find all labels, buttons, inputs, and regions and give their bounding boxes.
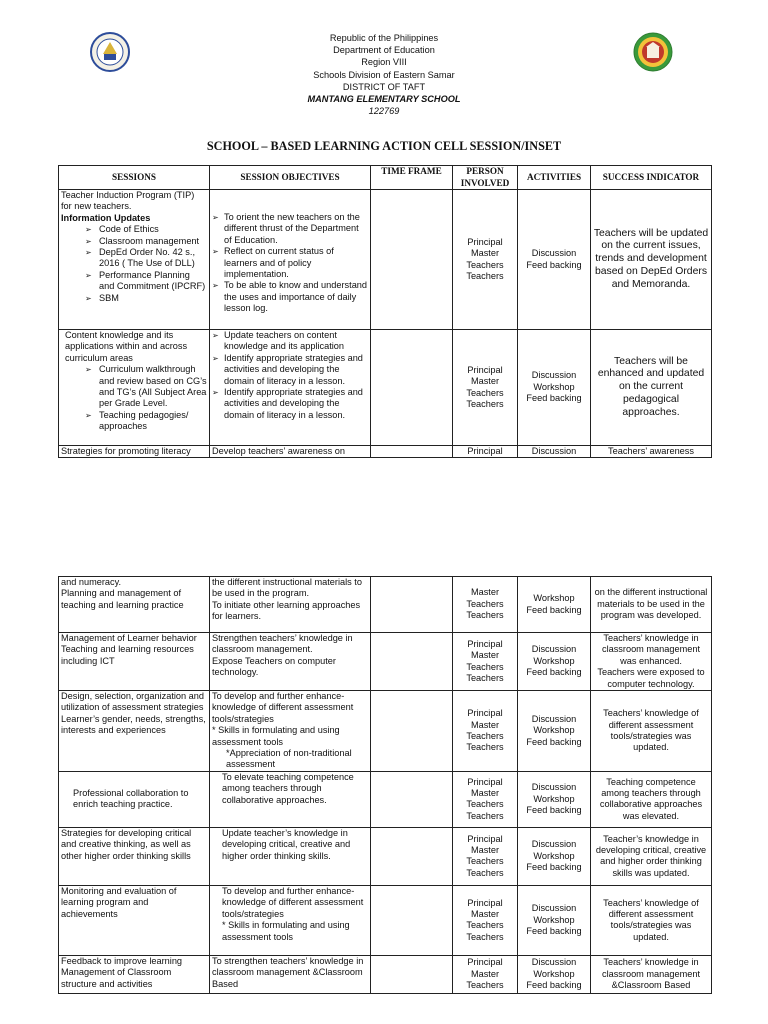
column-header-time-frame: TIME FRAME — [371, 166, 453, 190]
time-frame-cell — [371, 330, 453, 446]
person-text: Master — [470, 650, 500, 661]
list-item: ➢ To orient the new teachers on the different thrust of the Department of Education. — [212, 212, 368, 246]
activity-text: Feed backing — [526, 736, 582, 747]
table-header-row — [59, 166, 712, 190]
person-text: Teachers — [466, 810, 504, 821]
objectives-cell — [210, 330, 371, 446]
objectives-cell: To strengthen teachers’ knowledge in classroom management &Classroom Based — [210, 955, 371, 993]
session-cell: Monitoring and evaluation of learning program and achievements — [59, 885, 210, 955]
activities-cell — [518, 691, 591, 772]
indicator-cell: on the different instructional materials to be used in the program was developed. — [591, 577, 712, 633]
person-text: Teachers — [466, 980, 504, 991]
session-cell — [59, 190, 210, 330]
list-item: ➢ Curriculum walkthrough and review based on CG’s and TG’s (All Subject Area per Grade Level. — [85, 364, 207, 410]
session-text: Planning and management of teaching and learning practice — [61, 588, 184, 610]
indicator-cell: Teachers will be updated on the current issues, trends and development based on DepEd Orders and Memoranda. — [591, 190, 712, 330]
indicator-text: Teachers’ knowledge in classroom management was enhanced. — [601, 633, 701, 666]
person-text: Teachers — [466, 661, 504, 672]
list-item: ➢ To be able to know and understand the uses and importance of daily lesson log. — [212, 280, 368, 314]
column-header-person-involved: PERSON INVOLVED — [453, 166, 518, 190]
document-title: SCHOOL – BASED LEARNING ACTION CELL SESSION/INSET — [206, 139, 562, 153]
person-text: Principal — [467, 708, 503, 719]
person-text: Master Teachers — [466, 376, 504, 398]
activities-cell — [518, 771, 591, 827]
objective-text: To develop and further enhance-knowledge of different assessment tools/strategies — [222, 885, 364, 919]
objective-text: To develop and further enhance-knowledge of different assessment tools/strategies — [212, 691, 354, 724]
activity-text: Discussion — [531, 782, 577, 793]
activities-cell — [518, 577, 591, 633]
time-frame-cell — [371, 771, 453, 827]
session-text: and numeracy. — [61, 577, 122, 587]
objectives-cell — [210, 190, 371, 330]
activities-cell — [518, 955, 591, 993]
activity-text: Discussion — [531, 370, 577, 381]
indicator-cell — [591, 633, 712, 691]
person-cell: Principal — [453, 446, 518, 458]
header-school-name: MANTANG ELEMENTARY SCHOOL — [307, 94, 461, 105]
person-text: Principal — [467, 638, 503, 649]
header-line-district: DISTRICT OF TAFT — [342, 81, 426, 92]
objective-text: *Appreciation of non-traditional assessment — [226, 748, 352, 770]
objectives-cell — [210, 633, 371, 691]
activity-text: Feed backing — [526, 259, 582, 270]
objectives-cell: To elevate teaching competence among teachers through collaborative approaches. — [210, 771, 371, 827]
person-text: Teachers — [466, 799, 504, 810]
activities-cell — [518, 885, 591, 955]
activities-cell — [518, 633, 591, 691]
session-cell: Strategies for promoting literacy — [59, 446, 210, 458]
person-text: Principal — [467, 957, 503, 968]
table-row — [59, 577, 712, 633]
list-item: ➢ Identify appropriate strategies and activities and developing the domain of literacy in a lesson. — [212, 353, 368, 387]
time-frame-cell — [371, 190, 453, 330]
activity-text: Feed backing — [526, 862, 582, 873]
person-text: Teachers — [466, 742, 504, 753]
time-frame-cell — [371, 691, 453, 772]
list-item: ➢ Classroom management — [85, 236, 207, 247]
person-text: Teachers — [466, 610, 504, 621]
activity-text: Workshop — [533, 968, 575, 979]
session-text: Management of Learner behavior — [61, 633, 197, 643]
activity-text: Discussion — [531, 839, 577, 850]
objective-text: Strengthen teachers’ knowledge in classroom management. — [212, 633, 353, 655]
table-row — [59, 885, 712, 955]
objectives-cell — [210, 577, 371, 633]
activity-text: Workshop — [533, 381, 575, 392]
person-cell — [453, 827, 518, 885]
objective-text: To initiate other learning approaches for learners. — [212, 599, 361, 622]
person-cell — [453, 885, 518, 955]
person-text: Master — [470, 968, 500, 979]
session-text: Teacher Induction Program (TIP) for new teachers. — [61, 190, 195, 212]
activity-text: Workshop — [533, 593, 575, 604]
activity-text: Discussion — [531, 248, 577, 259]
indicator-cell: Teachers’ knowledge of different assessment tools/strategies was updated. — [591, 691, 712, 772]
person-text: Master — [470, 787, 500, 798]
activity-text: Workshop — [533, 914, 575, 925]
header-line-republic: Republic of the Philippines — [329, 33, 439, 43]
table-row — [59, 446, 712, 458]
table-row — [59, 771, 712, 827]
activity-text: Discussion — [531, 903, 577, 914]
session-text: Management of Classroom structure and activities — [61, 967, 172, 989]
indicator-cell: Teachers’ knowledge of different assessment tools/strategies was updated. — [591, 885, 712, 955]
session-cell: Professional collaboration to enrich teaching practice. — [59, 771, 210, 827]
objective-text: * Skills in formulating and using assessment tools — [222, 920, 350, 942]
objective-text: * Skills in formulating and using assessment tools — [212, 725, 340, 747]
header-line-region: Region VIII — [361, 57, 407, 68]
time-frame-cell — [371, 446, 453, 458]
person-cell — [453, 330, 518, 446]
time-frame-cell — [371, 827, 453, 885]
list-item: ➢ Code of Ethics — [85, 224, 207, 235]
person-text: Teachers — [466, 672, 504, 683]
person-text: Teachers — [466, 867, 504, 878]
activity-text: Workshop — [533, 725, 575, 736]
activity-text: Feed backing — [526, 393, 582, 404]
session-text: Feedback to improve learning — [61, 955, 183, 966]
list-item: ➢ Identify appropriate strategies and activities and developing the domain of literacy in a lesson. — [212, 387, 368, 421]
header-line-division: Schools Division of Eastern Samar — [313, 69, 455, 80]
column-header-objectives: SESSION OBJECTIVES — [210, 166, 371, 190]
lac-session-table-page2 — [58, 576, 712, 994]
session-cell — [59, 633, 210, 691]
person-text: Teachers — [466, 931, 504, 942]
time-frame-cell — [371, 955, 453, 993]
activity-text: Workshop — [533, 655, 575, 666]
column-header-success-indicator: SUCCESS INDICATOR — [591, 166, 712, 190]
table-row — [59, 827, 712, 885]
person-text: Principal — [467, 236, 503, 247]
person-text: Principal — [467, 776, 503, 787]
person-text: Teachers — [466, 398, 504, 409]
person-text: Teachers — [466, 730, 504, 741]
session-text: Learner’s gender, needs, strengths, interests and experiences — [61, 713, 206, 736]
table-row — [59, 691, 712, 772]
activity-text: Workshop — [533, 793, 575, 804]
list-item: ➢ Reflect on current status of learners and of policy implementation. — [212, 246, 368, 280]
table-row — [59, 330, 712, 446]
person-text: Principal — [467, 364, 503, 375]
session-cell — [59, 330, 210, 446]
person-cell — [453, 577, 518, 633]
table-row — [59, 633, 712, 691]
person-text: Principal — [467, 833, 503, 844]
person-text: Teachers — [466, 856, 504, 867]
activity-text: Workshop — [533, 850, 575, 861]
time-frame-cell — [371, 577, 453, 633]
activity-text: Discussion — [531, 644, 577, 655]
person-cell — [453, 955, 518, 993]
time-frame-cell — [371, 885, 453, 955]
activities-cell — [518, 827, 591, 885]
session-heading: Information Updates — [61, 212, 151, 223]
person-text: Teachers — [466, 598, 504, 609]
objective-text: Expose Teachers on computer technology. — [212, 655, 336, 678]
person-text: Master — [470, 719, 500, 730]
list-item: ➢ Teaching pedagogies/ approaches — [85, 410, 207, 433]
person-text: Master Teachers — [466, 248, 504, 270]
indicator-cell: Teachers’ awareness — [591, 446, 712, 458]
session-cell: Strategies for developing critical and creative thinking, as well as other higher order thinking skills — [59, 827, 210, 885]
list-item: ➢ Update teachers on content knowledge and its application — [212, 330, 368, 353]
activity-text: Discussion — [531, 713, 577, 724]
person-text: Teachers — [466, 920, 504, 931]
indicator-cell: Teachers’ knowledge in classroom management &Classroom Based — [591, 955, 712, 993]
objectives-cell — [210, 691, 371, 772]
activity-text: Feed backing — [526, 926, 582, 937]
session-cell — [59, 691, 210, 772]
person-cell — [453, 190, 518, 330]
person-text: Master — [470, 844, 500, 855]
time-frame-cell — [371, 633, 453, 691]
activities-cell — [518, 330, 591, 446]
header-school-id: 122769 — [368, 106, 400, 117]
activity-text: Feed backing — [526, 667, 582, 678]
objectives-cell — [210, 885, 371, 955]
person-cell — [453, 691, 518, 772]
indicator-cell: Teacher’s knowledge in developing critical, creative and higher order thinking skills was updated. — [591, 827, 712, 885]
activity-text: Feed backing — [526, 604, 582, 615]
person-text: Principal — [467, 897, 503, 908]
indicator-text: Teachers were exposed to computer technology. — [597, 667, 705, 689]
person-text: Master — [470, 587, 500, 598]
letterhead — [0, 32, 768, 117]
table-row — [59, 955, 712, 993]
column-header-sessions: SESSIONS — [59, 166, 210, 190]
indicator-cell: Teachers will be enhanced and updated on the current pedagogical approaches. — [591, 330, 712, 446]
objectives-cell: Develop teachers’ awareness on — [210, 446, 371, 458]
person-cell — [453, 771, 518, 827]
session-text: Design, selection, organization and utilization of assessment strategies — [61, 691, 205, 713]
session-cell — [59, 955, 210, 993]
activities-cell: Discussion — [518, 446, 591, 458]
session-text: Content knowledge and its applications within and across curriculum areas — [65, 330, 188, 363]
header-line-department: Department of Education — [333, 45, 435, 56]
list-item: ➢ Performance Planning and Commitment (IPCRF) — [85, 270, 207, 293]
list-item: ➢ SBM — [85, 293, 207, 304]
person-text: Teachers — [466, 270, 504, 281]
person-cell — [453, 633, 518, 691]
objective-text: the different instructional materials to be used in the program. — [212, 577, 362, 599]
lac-session-table-page1 — [58, 165, 712, 458]
activity-text: Feed backing — [526, 980, 582, 991]
activity-text: Feed backing — [526, 805, 582, 816]
session-text: Teaching and learning resources including ICT — [61, 644, 194, 666]
column-header-activities: ACTIVITIES — [518, 166, 591, 190]
session-cell — [59, 577, 210, 633]
activities-cell — [518, 190, 591, 330]
objectives-cell: Update teacher’s knowledge in developing critical, creative and higher order thinking skills. — [210, 827, 371, 885]
table-row — [59, 190, 712, 330]
indicator-cell: Teaching competence among teachers through collaborative approaches was elevated. — [591, 771, 712, 827]
activity-text: Discussion — [531, 957, 577, 968]
list-item: ➢ DepEd Order No. 42 s., 2016 ( The Use of DLL) — [85, 247, 207, 270]
person-text: Master — [470, 908, 500, 919]
